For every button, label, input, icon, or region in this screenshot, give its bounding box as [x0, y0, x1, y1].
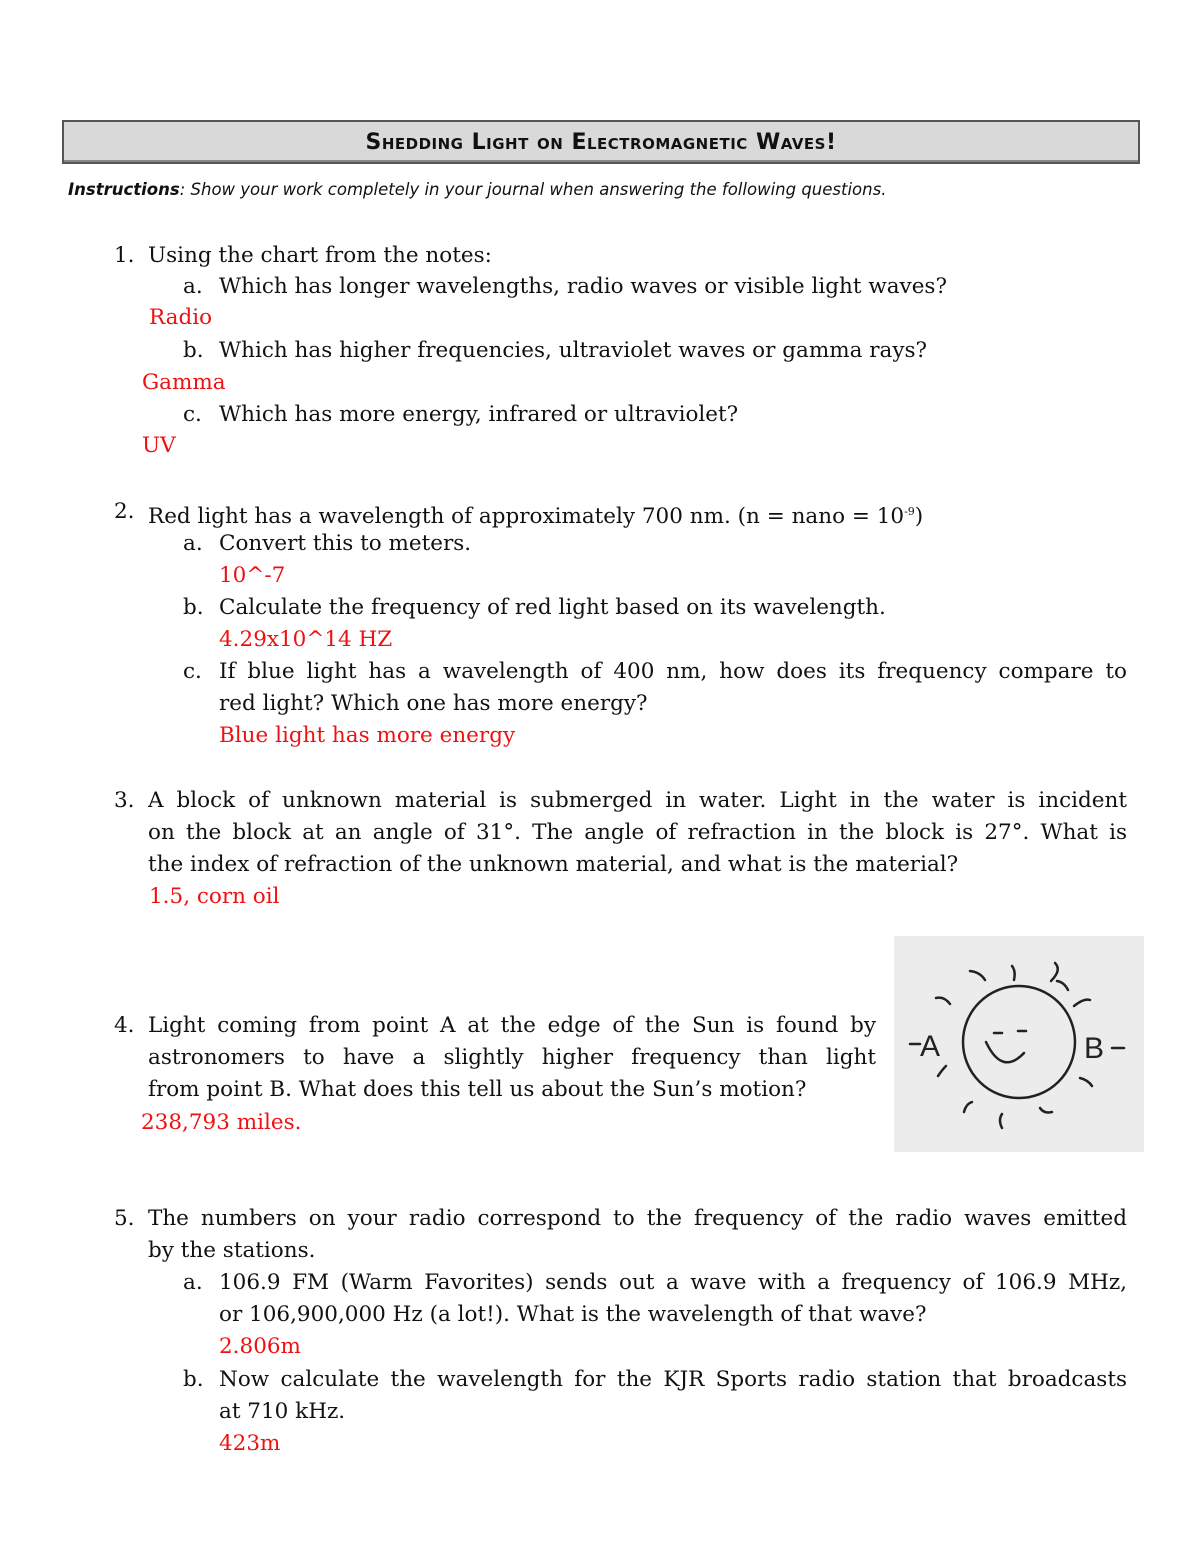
- q5b-text-line2: at 710 kHz.: [219, 1399, 346, 1424]
- q5b-letter: b.: [183, 1367, 204, 1392]
- sun-illustration: [894, 936, 1144, 1152]
- q5a-text-line2: or 106,900,000 Hz (a lot!). What is the wavelength of that wave?: [219, 1302, 927, 1327]
- q3-text-line2: on the block at an angle of 31°. The angle of refraction in the block is 27°. What is: [148, 820, 1127, 845]
- q5-number: 5.: [114, 1206, 135, 1231]
- sun-ray: [1057, 981, 1068, 990]
- q2a-answer: 10^-7: [219, 563, 286, 588]
- q1b-text: Which has higher frequencies, ultraviolet waves or gamma rays?: [219, 338, 928, 363]
- q1a-letter: a.: [183, 274, 203, 299]
- q4-text-line1: Light coming from point A at the edge of the Sun is found by: [148, 1013, 876, 1038]
- sun-figure: [894, 936, 1144, 1152]
- q5b-text-line1: Now calculate the wavelength for the KJR Sports radio station that broadcasts: [219, 1367, 1127, 1392]
- sun-ray: [1012, 966, 1015, 980]
- q2a-letter: a.: [183, 531, 203, 556]
- sun-ray: [1040, 1108, 1052, 1113]
- q2c-text-line2: red light? Which one has more energy?: [219, 691, 648, 716]
- q1-number: 1.: [114, 243, 135, 268]
- instructions: [68, 180, 886, 199]
- title-banner: [62, 120, 1140, 164]
- q2c-answer: Blue light has more energy: [219, 723, 516, 748]
- sun-smile: [986, 1042, 1024, 1062]
- q2b-text: Calculate the frequency of red light based on its wavelength.: [219, 595, 886, 620]
- sun-ray: [964, 1102, 972, 1112]
- q4-text-line3: from point B. What does this tell us about the Sun’s motion?: [148, 1077, 807, 1102]
- q5b-answer: 423m: [219, 1431, 281, 1456]
- q1-text: Using the chart from the notes:: [148, 243, 492, 268]
- q2b-answer: 4.29x10^14 HZ: [219, 627, 393, 652]
- q2-text-end: ): [914, 504, 924, 530]
- sun-ray: [970, 971, 985, 980]
- sun-ray: [938, 1066, 946, 1076]
- q4-answer: 238,793 miles.: [141, 1110, 302, 1135]
- sun-label-b: B: [1084, 1032, 1105, 1065]
- q2c-letter: c.: [183, 659, 202, 684]
- q2c-text-line1: If blue light has a wavelength of 400 nm, how does its frequency compare to: [219, 659, 1127, 684]
- q5a-letter: a.: [183, 1270, 203, 1295]
- instructions-label: Instructions: [68, 180, 180, 199]
- q1c-answer: UV: [142, 433, 176, 458]
- q3-number: 3.: [114, 788, 135, 813]
- sun-ray: [1080, 1078, 1092, 1086]
- sun-ray: [936, 998, 950, 1004]
- page-title: Shedding Light on Electromagnetic Waves!: [365, 129, 837, 155]
- sun-ray: [1074, 1000, 1090, 1006]
- q4-text-line2: astronomers to have a slightly higher frequency than light: [148, 1045, 876, 1070]
- q2-text-main: Red light has a wavelength of approximately 700 nm. (n = nano = 10: [148, 504, 905, 530]
- q3-text-line3: the index of refraction of the unknown material, and what is the material?: [148, 852, 959, 877]
- q3-text-line1: A block of unknown material is submerged in water. Light in the water is incident: [148, 788, 1127, 813]
- q2-number: 2.: [114, 499, 135, 524]
- q1b-letter: b.: [183, 338, 204, 363]
- q5-text-line1: The numbers on your radio correspond to the frequency of the radio waves emitted: [148, 1206, 1127, 1231]
- q1c-letter: c.: [183, 402, 202, 427]
- sun-ray: [1051, 963, 1058, 981]
- q1c-text: Which has more energy, infrared or ultraviolet?: [219, 402, 739, 427]
- q1b-answer: Gamma: [142, 370, 226, 395]
- sun-label-a: A: [920, 1030, 941, 1063]
- instructions-text: : Show your work completely in your journal when answering the following questions.: [179, 180, 887, 199]
- q3-answer: 1.5, corn oil: [149, 884, 280, 909]
- sun-ray: [1000, 1114, 1002, 1128]
- q1a-answer: Radio: [149, 305, 213, 330]
- q5a-answer: 2.806m: [219, 1334, 301, 1359]
- q2a-text: Convert this to meters.: [219, 531, 472, 556]
- q2b-letter: b.: [183, 595, 204, 620]
- q4-number: 4.: [114, 1013, 135, 1038]
- q2-exponent: -9: [904, 505, 915, 518]
- q5-text-line2: by the stations.: [148, 1238, 316, 1263]
- q5a-text-line1: 106.9 FM (Warm Favorites) sends out a wave with a frequency of 106.9 MHz,: [219, 1270, 1127, 1295]
- q1a-text: Which has longer wavelengths, radio waves or visible light waves?: [219, 274, 947, 299]
- sun-circle: [963, 986, 1075, 1098]
